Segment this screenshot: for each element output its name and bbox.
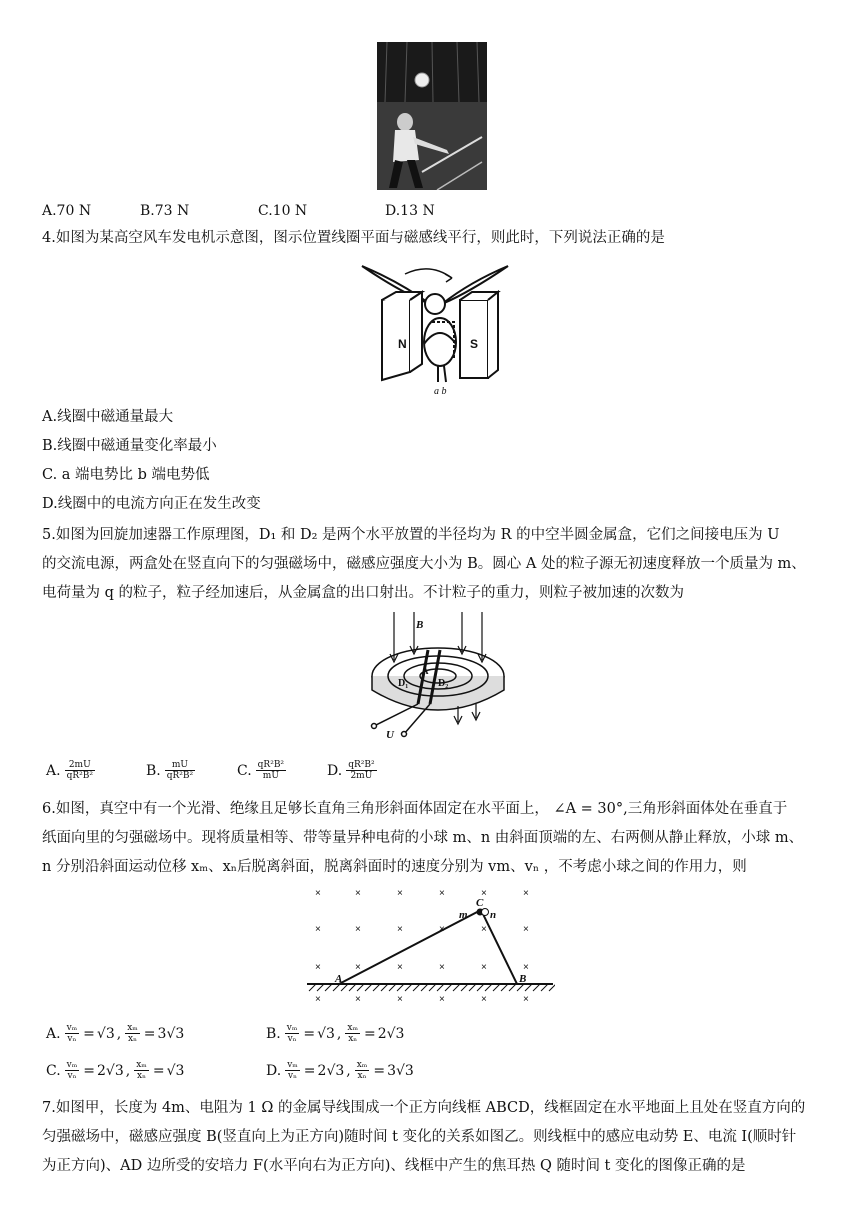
ground-hatch — [533, 984, 540, 991]
q7-stem-line-3: 为正方向)、AD 边所受的安培力 F(水平向右为正方向)、线框中产生的焦耳热 Q 随时间 t 变化的图像正确的是 — [42, 1158, 746, 1174]
wind-generator-figure — [360, 252, 510, 398]
ground-hatch — [397, 984, 404, 991]
q6-a-vden: vₙ — [67, 1034, 77, 1044]
ground-hatch — [501, 984, 508, 991]
q6-d-xnum: xₘ — [356, 1060, 368, 1070]
vertex-b-label: B — [519, 973, 527, 985]
d2-label: D₂ — [438, 678, 449, 689]
ground-hatch — [405, 984, 412, 991]
field-cross: × — [481, 994, 487, 1005]
q6-option-a: A. $\frac{\text{vₘ}}{\text{vₙ}}$ = √3 , $\frac{\text{xₘ}}{\text{xₙ}}$ = 3√3 — [46, 1023, 185, 1044]
q6-c-vnum: vₘ — [66, 1060, 78, 1070]
q6-b-xden: xₙ — [348, 1034, 358, 1044]
q6-option-d-label: D. — [266, 1062, 282, 1079]
ground-hatch — [333, 984, 340, 991]
terminal-ab-label: a b — [434, 386, 447, 397]
field-cross: × — [315, 924, 321, 935]
field-cross: × — [523, 962, 529, 973]
field-cross: × — [397, 924, 403, 935]
magnet-n-label: N — [398, 337, 407, 351]
field-cross: × — [439, 994, 445, 1005]
q6-c-vden: vₙ — [67, 1071, 77, 1081]
q6-b-vnum: vₘ — [286, 1023, 298, 1033]
q3-option-b: B.73 N — [140, 203, 190, 219]
q6-c-v-value: 2√3 — [97, 1062, 124, 1079]
ground-hatch — [493, 984, 500, 991]
ground-hatch — [549, 984, 555, 991]
field-cross: × — [355, 924, 361, 935]
q5-option-a-label: A. — [46, 762, 61, 779]
q5-option-d — [327, 760, 379, 781]
field-cross: × — [315, 962, 321, 973]
q3-option-d: D.13 N — [385, 203, 435, 219]
q4-option-a: A.线圈中磁通量最大 — [42, 409, 174, 425]
q6-b-xnum: xₘ — [347, 1023, 358, 1033]
ground-hatch — [421, 984, 428, 991]
q5-d-num: qR²B² — [348, 760, 375, 770]
field-cross: × — [397, 962, 403, 973]
q6-b-v-value: √3 — [317, 1025, 335, 1042]
ground-hatch — [437, 984, 444, 991]
ground-hatch — [509, 984, 516, 991]
field-cross: × — [523, 994, 529, 1005]
q6-a-x-value: 3√3 — [157, 1025, 185, 1042]
voltage-u-label: U — [386, 729, 394, 740]
ball-n-label: n — [490, 909, 497, 921]
q5-stem-line-1: 5.如图为回旋加速器工作原理图，D₁ 和 D₂ 是两个水平放置的半径均为 R 的中空半圆金属盒，它们之间接电压为 U — [42, 527, 780, 543]
q5-b-den: qR²B² — [166, 771, 194, 781]
field-b-label: B — [416, 619, 424, 631]
ground-hatch — [461, 984, 468, 991]
q4-option-d: D.线圈中的电流方向正在发生改变 — [42, 496, 261, 512]
q4-option-b: B.线圈中磁通量变化率最小 — [42, 438, 217, 454]
field-cross: × — [523, 924, 529, 935]
ground-hatch — [525, 984, 532, 991]
q6-d-xden: xₙ — [357, 1071, 367, 1081]
q5-d-den: 2mU — [350, 771, 373, 781]
field-cross: × — [397, 994, 403, 1005]
q4-option-c: C. a 端电势比 b 端电势低 — [42, 467, 210, 483]
ground-hatch — [325, 984, 332, 991]
ground-hatch — [341, 984, 348, 991]
q6-stem-line-1: 6.如图，真空中有一个光滑、绝缘且足够长直角三角形斜面体固定在水平面上， ∠A = 30°,三角形斜面体处在垂直于 — [42, 801, 788, 817]
q5-option-c — [237, 760, 288, 781]
field-cross: × — [439, 962, 445, 973]
ground-hatch — [453, 984, 460, 991]
q6-c-x-value: √3 — [166, 1062, 185, 1079]
ground-hatch — [373, 984, 380, 991]
q7-stem-line-1: 7.如图甲，长度为 4m、电阻为 1 Ω 的金属导线围成一个正方向线框 ABCD，线框固定在水平地面上且处在竖直方向的 — [42, 1100, 806, 1116]
field-cross: × — [315, 994, 321, 1005]
vertex-c-label: C — [476, 897, 484, 909]
ground-hatch — [317, 984, 324, 991]
q6-a-vnum: vₘ — [66, 1023, 78, 1033]
ground-hatch — [413, 984, 420, 991]
ground-hatch — [357, 984, 364, 991]
q6-option-b: B. $\frac{\text{vₘ}}{\text{vₙ}}$ = √3 , $\frac{\text{xₘ}}{\text{xₙ}}$ = 2√3 — [266, 1023, 405, 1044]
q6-stem-line-2: 纸面向里的匀强磁场中。现将质量相等、带等量异种电荷的小球 m、n 由斜面顶端的左、右两侧从静止释放，小球 m、 — [42, 830, 804, 846]
q5-option-b — [146, 760, 197, 781]
field-cross: × — [439, 924, 445, 935]
q6-d-v-value: 2√3 — [317, 1062, 345, 1079]
q6-b-vden: vₙ — [287, 1034, 297, 1044]
field-cross: × — [355, 888, 361, 899]
field-cross: × — [439, 888, 445, 899]
q7-stem-line-2: 匀强磁场中，磁感应强度 B(竖直向上为正方向)随时间 t 变化的关系如图乙。则线框中的感应电动势 E、电流 I(顺时针 — [42, 1129, 797, 1145]
q5-b-num: mU — [165, 760, 195, 771]
field-cross: × — [481, 888, 487, 899]
ground-hatch — [381, 984, 388, 991]
magnet-s-label: S — [470, 337, 479, 351]
incline-magnetic-field-figure — [305, 884, 555, 1010]
ground-hatch — [485, 984, 492, 991]
q3-option-c: C.10 N — [258, 203, 308, 219]
q6-c-xden: xₙ — [137, 1071, 147, 1081]
ground-hatch — [517, 984, 524, 991]
q6-option-a-label: A. — [46, 1025, 61, 1042]
field-cross: × — [315, 888, 321, 899]
center-a-label: A — [422, 666, 429, 676]
q6-d-vden: vₙ — [288, 1071, 297, 1081]
volleyball-photo — [377, 42, 487, 190]
q6-option-c: C. $\frac{\text{vₘ}}{\text{vₙ}}$ = 2√3 , $\frac{\text{xₘ}}{\text{xₙ}}$ = √3 — [46, 1060, 185, 1081]
field-cross: × — [355, 962, 361, 973]
ground-hatch — [349, 984, 356, 991]
field-cross: × — [523, 888, 529, 899]
field-cross: × — [355, 994, 361, 1005]
ball-m-label: m — [459, 909, 468, 921]
q3-option-a: A.70 N — [42, 203, 92, 219]
q6-a-xnum: xₘ — [127, 1023, 138, 1033]
ground-hatch — [365, 984, 372, 991]
q6-a-v-value: √3 — [96, 1025, 115, 1042]
q6-d-vnum: vₘ — [287, 1060, 298, 1070]
d1-label: D₁ — [398, 678, 409, 689]
ground-hatch — [389, 984, 396, 991]
ground-hatch — [445, 984, 452, 991]
q5-a-num: 2mU — [65, 760, 95, 771]
q6-a-xden: xₙ — [128, 1034, 137, 1044]
q6-option-c-label: C. — [46, 1062, 61, 1079]
ground-hatch — [469, 984, 476, 991]
vertex-a-label: A — [335, 973, 343, 985]
q5-c-num: qR²B² — [257, 760, 285, 770]
ground-hatch — [541, 984, 548, 991]
q6-option-b-label: B. — [266, 1025, 281, 1042]
field-cross: × — [481, 962, 487, 973]
q6-b-x-value: 2√3 — [377, 1025, 405, 1042]
q5-c-den: mU — [262, 771, 279, 781]
field-cross: × — [397, 888, 403, 899]
cyclotron-figure — [358, 610, 518, 740]
q5-option-a — [46, 760, 97, 781]
q6-c-xnum: xₘ — [136, 1060, 147, 1070]
q5-option-c-label: C. — [237, 762, 252, 779]
q5-stem-line-3: 电荷量为 q 的粒子，粒子经加速后，从金属盒的出口射出。不计粒子的重力，则粒子被加速的次数为 — [42, 585, 684, 601]
q6-stem-line-3: n 分别沿斜面运动位移 xₘ、xₙ后脱离斜面，脱离斜面时的速度分别为 vm、vₙ ，不考虑小球之间的作用力，则 — [42, 859, 747, 875]
q6-d-x-value: 3√3 — [387, 1062, 414, 1079]
ground-hatch — [429, 984, 436, 991]
ground-hatch — [309, 984, 316, 991]
q5-stem-line-2: 的交流电源，两盒处在竖直向下的匀强磁场中，磁感应强度大小为 B。圆心 A 处的粒子源无初速度释放一个质量为 m、 — [42, 556, 806, 572]
q5-option-d-label: D. — [327, 762, 343, 779]
q4-stem: 4.如图为某高空风车发电机示意图，图示位置线圈平面与磁感线平行，则此时，下列说法正确的是 — [42, 230, 665, 246]
ground-hatch — [477, 984, 484, 991]
q5-a-den: qR²B² — [66, 771, 93, 781]
q6-option-d: D. $\frac{\text{vₘ}}{\text{vₙ}}$ = 2√3 , $\frac{\text{xₘ}}{\text{xₙ}}$ = 3√3 — [266, 1060, 414, 1081]
field-cross: × — [481, 924, 487, 935]
q5-option-b-label: B. — [146, 762, 161, 779]
